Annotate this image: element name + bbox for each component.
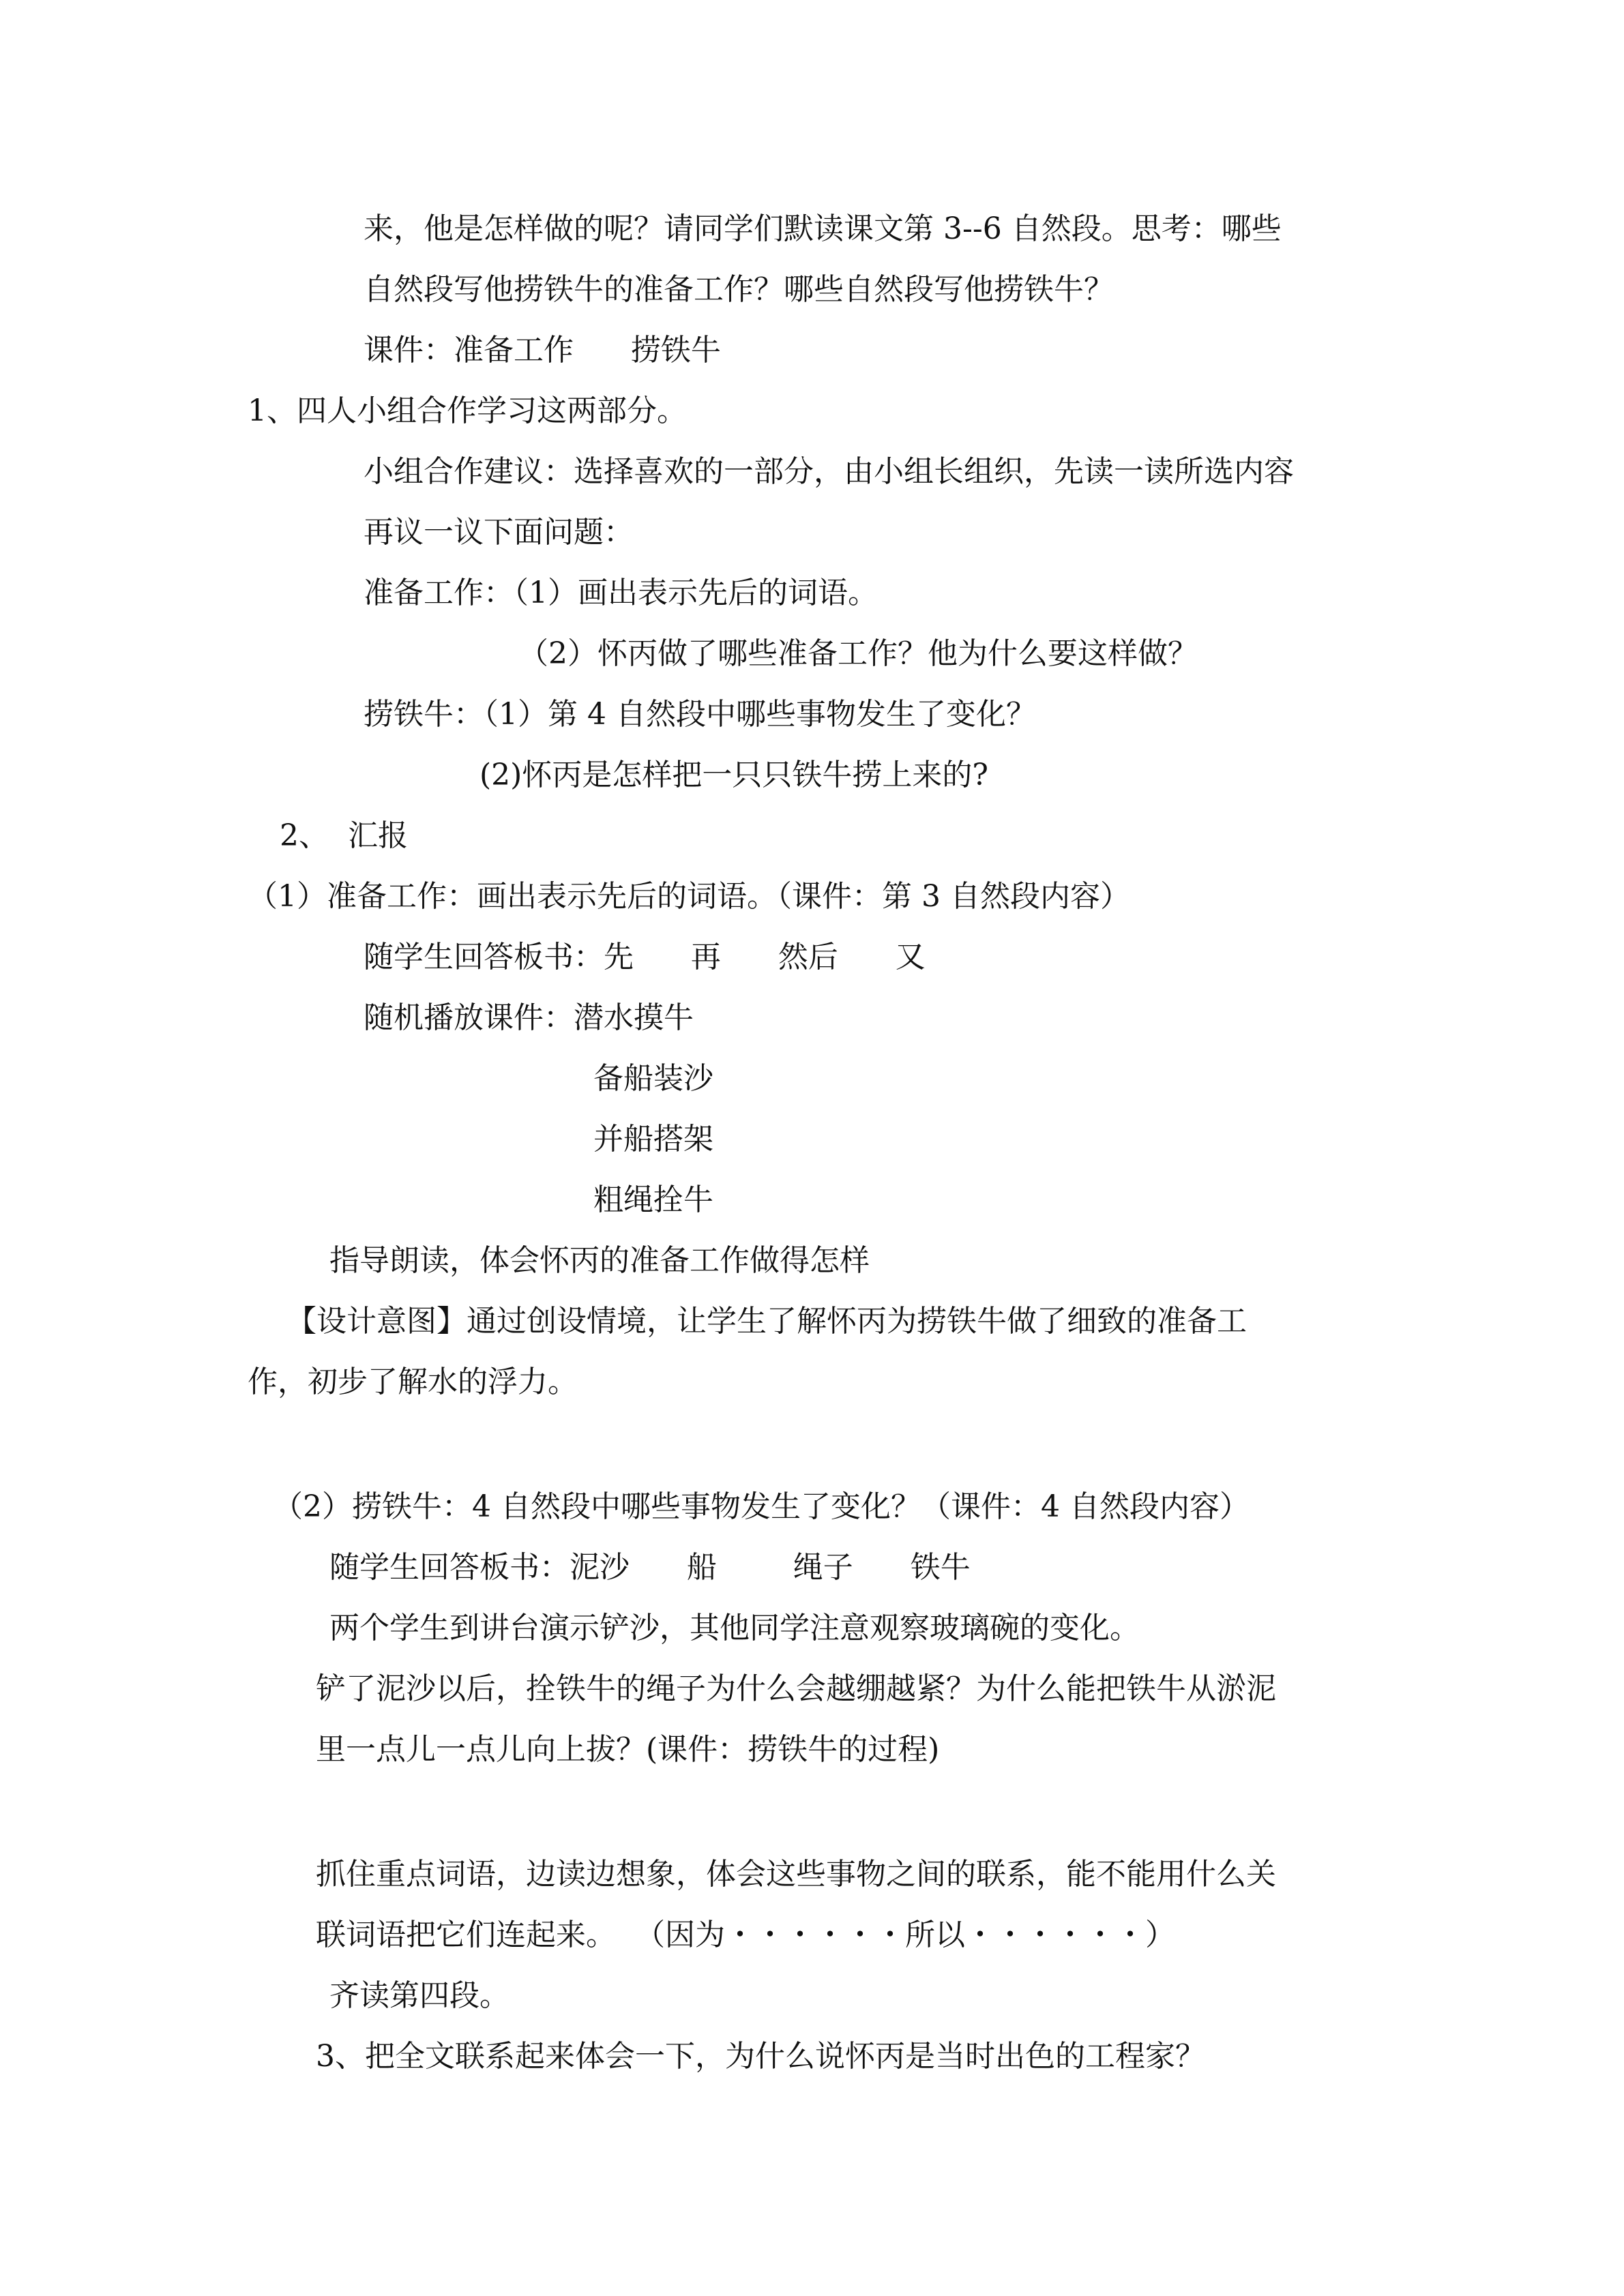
text-line-9: 捞铁牛：（1）第 4 自然段中哪些事物发生了变化？ <box>364 697 1036 732</box>
text-line-5: 小组合作建议：选择喜欢的一部分，由小组长组织，先读一读所选内容 <box>364 454 1294 489</box>
text-line-29: 3、把全文联系起来体会一下，为什么说怀丙是当时出色的工程家？ <box>316 2039 1205 2074</box>
text-line-24: 铲了泥沙以后，拴铁牛的绳子为什么会越绷越紧？为什么能把铁牛从淤泥 <box>316 1671 1276 1706</box>
text-line-4: 1、四人小组合作学习这两部分。 <box>248 393 687 428</box>
text-line-14: 随机播放课件：潜水摸牛 <box>364 1000 694 1035</box>
text-line-18: 指导朗读，体会怀丙的准备工作做得怎样 <box>329 1243 870 1278</box>
text-line-22: 随学生回答板书：泥沙 船 绳子 铁牛 <box>329 1550 971 1585</box>
text-line-13: 随学生回答板书：先 再 然后 又 <box>364 940 926 974</box>
text-line-19: 【设计意图】通过创设情境，让学生了解怀丙为捞铁牛做了细致的准备工 <box>286 1304 1247 1339</box>
text-line-6: 再议一议下面问题： <box>364 515 634 550</box>
text-line-26: 抓住重点词语，边读边想象，体会这些事物之间的联系，能不能用什么关 <box>316 1857 1276 1892</box>
text-line-7: 准备工作：（1）画出表示先后的词语。 <box>364 576 878 610</box>
text-line-1: 来，他是怎样做的呢？请同学们默读课文第 3--6 自然段。思考：哪些 <box>364 211 1282 246</box>
text-line-15: 备船装沙 <box>593 1061 713 1096</box>
text-line-8: （2）怀丙做了哪些准备工作？他为什么要这样做？ <box>518 636 1198 671</box>
text-line-16: 并船搭架 <box>593 1122 713 1157</box>
text-line-12: （1）准备工作：画出表示先后的词语。（课件：第 3 自然段内容） <box>248 879 1130 914</box>
text-line-23: 两个学生到讲台演示铲沙，其他同学注意观察玻璃碗的变化。 <box>329 1611 1140 1645</box>
text-line-25: 里一点儿一点儿向上拔？(课件：捞铁牛的过程) <box>316 1732 940 1767</box>
text-line-3: 课件：准备工作 捞铁牛 <box>364 333 721 368</box>
text-line-2: 自然段写他捞铁牛的准备工作？哪些自然段写他捞铁牛？ <box>364 272 1114 307</box>
text-line-11: 2、 汇报 <box>280 818 408 853</box>
text-line-20: 作，初步了解水的浮力。 <box>248 1365 578 1399</box>
text-line-10: (2)怀丙是怎样把一只只铁牛捞上来的? <box>479 758 988 792</box>
text-line-27: 联词语把它们连起来。 （因为・・・・・・所以・・・・・・） <box>316 1918 1175 1952</box>
text-line-21: （2）捞铁牛：4 自然段中哪些事物发生了变化？（课件：4 自然段内容） <box>273 1489 1250 1524</box>
text-line-28: 齐读第四段。 <box>329 1978 510 2013</box>
text-line-17: 粗绳拴牛 <box>593 1182 713 1217</box>
